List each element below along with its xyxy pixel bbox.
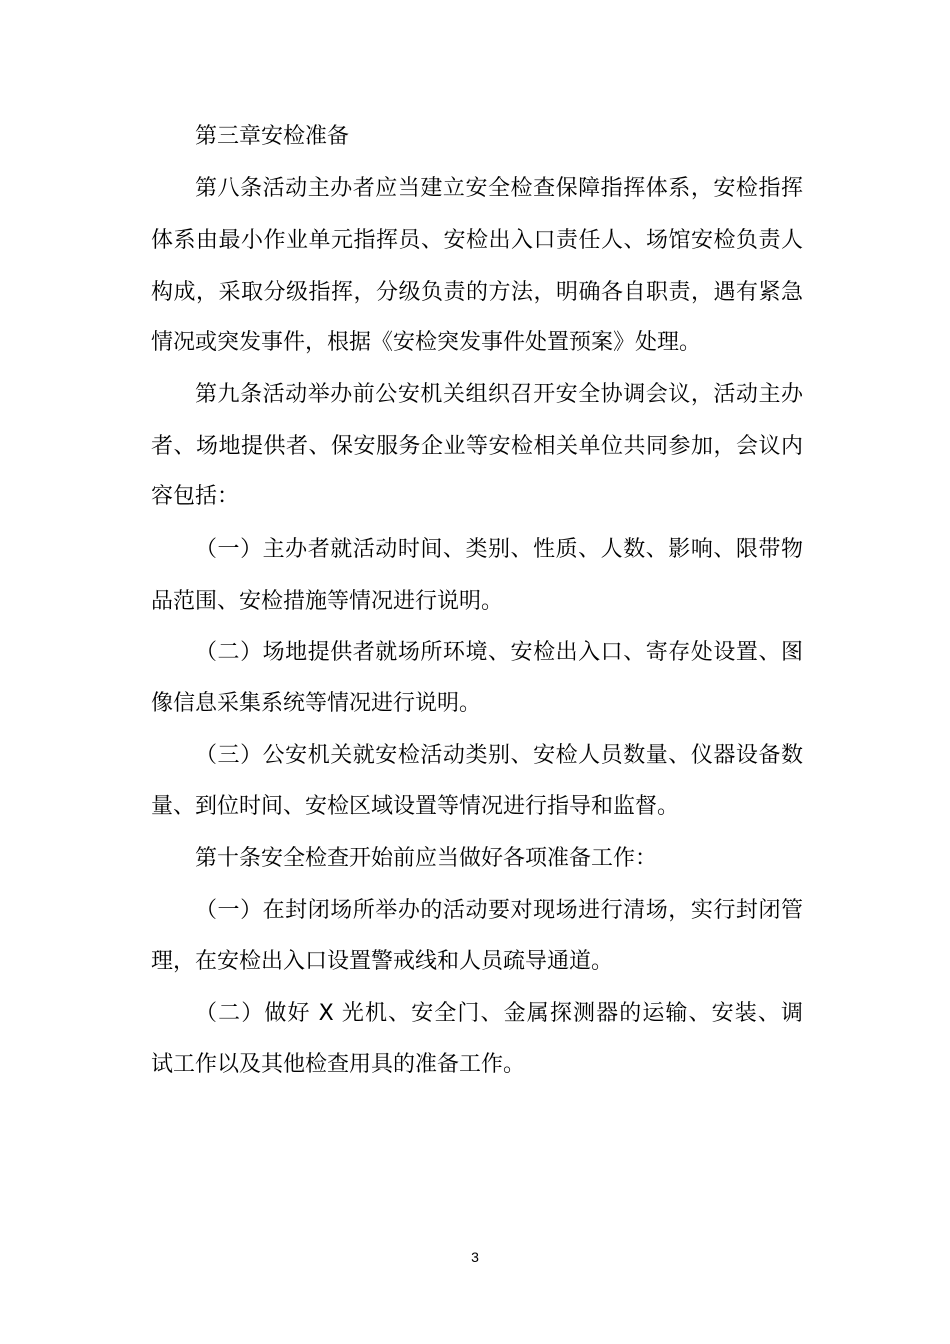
text-line: 第八条活动主办者应当建立安全检查保障指挥体系，安检指挥	[195, 176, 803, 201]
text-line: 构成，采取分级指挥，分级负责的方法，明确各自职责，遇有紧急	[151, 280, 803, 305]
text-line: 第十条安全检查开始前应当做好各项准备工作：	[195, 846, 658, 871]
text-line: （二）场地提供者就场所环境、安检出入口、寄存处设置、图	[195, 640, 803, 665]
text-line: （二）做好 X 光机、安全门、金属探测器的运输、安装、调	[195, 1001, 803, 1026]
chapter-heading: 第三章安检准备	[195, 124, 350, 149]
text-line: 情况或突发事件，根据《安检突发事件处置预案》处理。	[151, 330, 702, 355]
text-line: 体系由最小作业单元指挥员、安检出入口责任人、场馆安检负责人	[151, 228, 803, 253]
text-line: 品范围、安检措施等情况进行说明。	[151, 589, 504, 614]
text-line: 理，在安检出入口设置警戒线和人员疏导通道。	[151, 949, 614, 974]
text-line: （一）在封闭场所举办的活动要对现场进行清场，实行封闭管	[195, 898, 803, 923]
text-line: （三）公安机关就安检活动类别、安检人员数量、仪器设备数	[195, 743, 803, 768]
text-line: 像信息采集系统等情况进行说明。	[151, 691, 482, 716]
text-line: 者、场地提供者、保安服务企业等安检相关单位共同参加，会议内	[151, 434, 803, 459]
text-line: 试工作以及其他检查用具的准备工作。	[151, 1052, 526, 1077]
page-number: 3	[471, 1249, 479, 1265]
text-line: 量、到位时间、安检区域设置等情况进行指导和监督。	[151, 794, 680, 819]
text-line: （一）主办者就活动时间、类别、性质、人数、影响、限带物	[195, 537, 803, 562]
text-line: 第九条活动举办前公安机关组织召开安全协调会议，活动主办	[195, 382, 803, 407]
text-line: 容包括：	[151, 484, 240, 509]
